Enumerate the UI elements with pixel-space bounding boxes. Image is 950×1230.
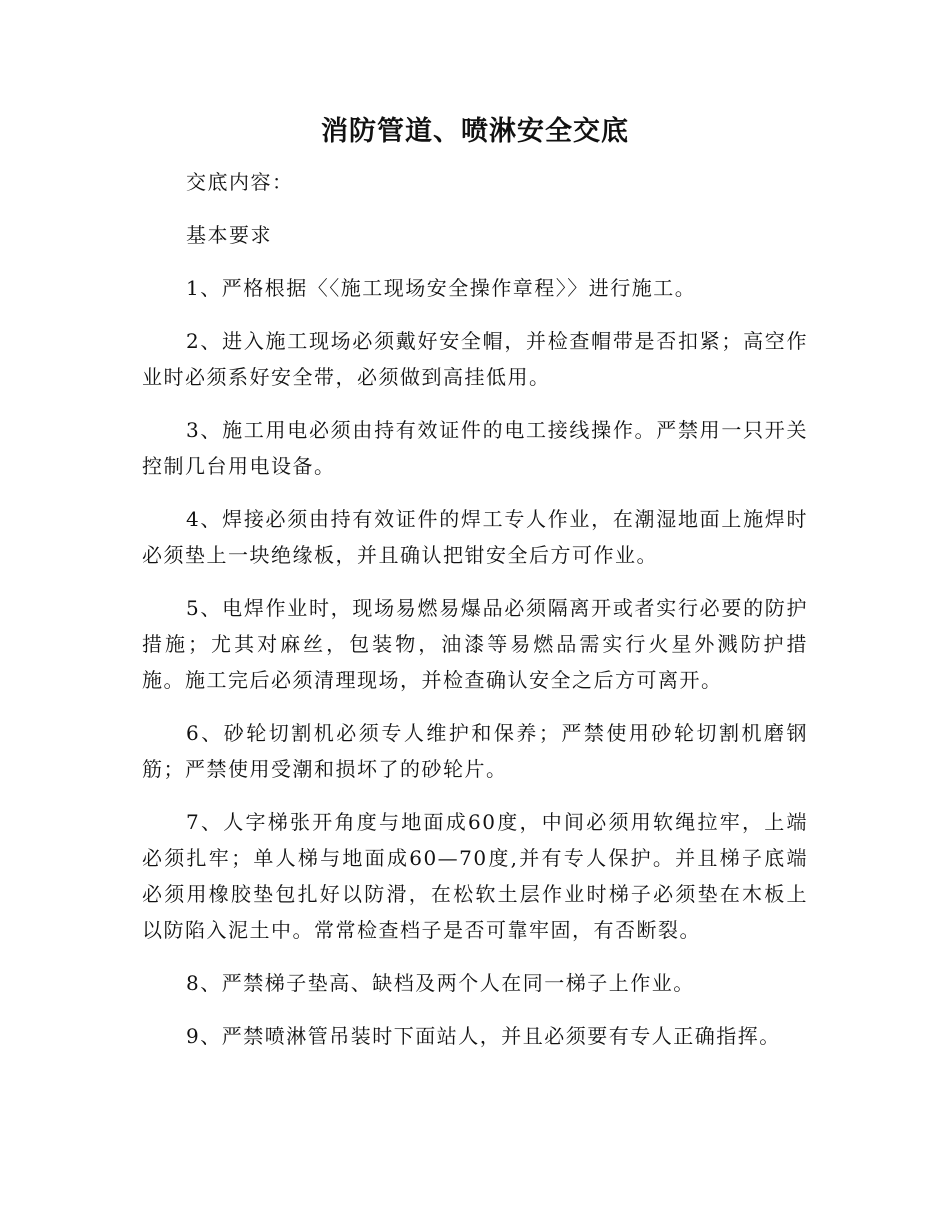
- requirement-item-2: 2、进入施工现场必须戴好安全帽，并检查帽带是否扣紧；高空作业时必须系好安全带，必须做到高挂低用。: [142, 329, 808, 389]
- document-body: [142, 164, 808, 1071]
- requirement-item-4: 4、焊接必须由持有效证件的焊工专人作业，在潮湿地面上施焊时必须垫上一块绝缘板，并且确认把钳安全后方可作业。: [142, 507, 808, 567]
- requirement-item-8: 8、严禁梯子垫高、缺档及两个人在同一梯子上作业。: [186, 971, 695, 995]
- requirement-item-3: 3、施工用电必须由持有效证件的电工接线操作。严禁用一只开关控制几台用电设备。: [142, 418, 808, 478]
- requirement-item-9: 9、严禁喷淋管吊装时下面站人，并且必须要有专人正确指挥。: [186, 1024, 781, 1048]
- requirement-item-1: 1、严格根据〈〈施工现场安全操作章程〉〉进行施工。: [186, 276, 697, 300]
- section-heading: 基本要求: [186, 223, 272, 247]
- requirement-item-6: 6、砂轮切割机必须专人维护和保养；严禁使用砂轮切割机磨钢筋；严禁使用受潮和损坏了的砂轮片。: [142, 721, 808, 781]
- requirement-item-7: 7、人字梯张开角度与地面成60度，中间必须用软绳拉牢，上端必须扎牢；单人梯与地面成60—70度,并有专人保护。并且梯子底端必须用橡胶垫包扎好以防滑，在松软土层作业时梯子必须垫在木板上以防陷入泥土中。常常检查档子是否可靠牢固，有否断裂。: [142, 810, 808, 942]
- document-title: 消防管道、喷淋安全交底: [321, 116, 629, 147]
- requirement-item-5: 5、电焊作业时，现场易燃易爆品必须隔离开或者实行必要的防护措施；尤其对麻丝，包装物，油漆等易燃品需实行火星外溅防护措施。施工完后必须清理现场，并检查确认安全之后方可离开。: [142, 596, 808, 692]
- intro-label: 交底内容：: [186, 170, 294, 194]
